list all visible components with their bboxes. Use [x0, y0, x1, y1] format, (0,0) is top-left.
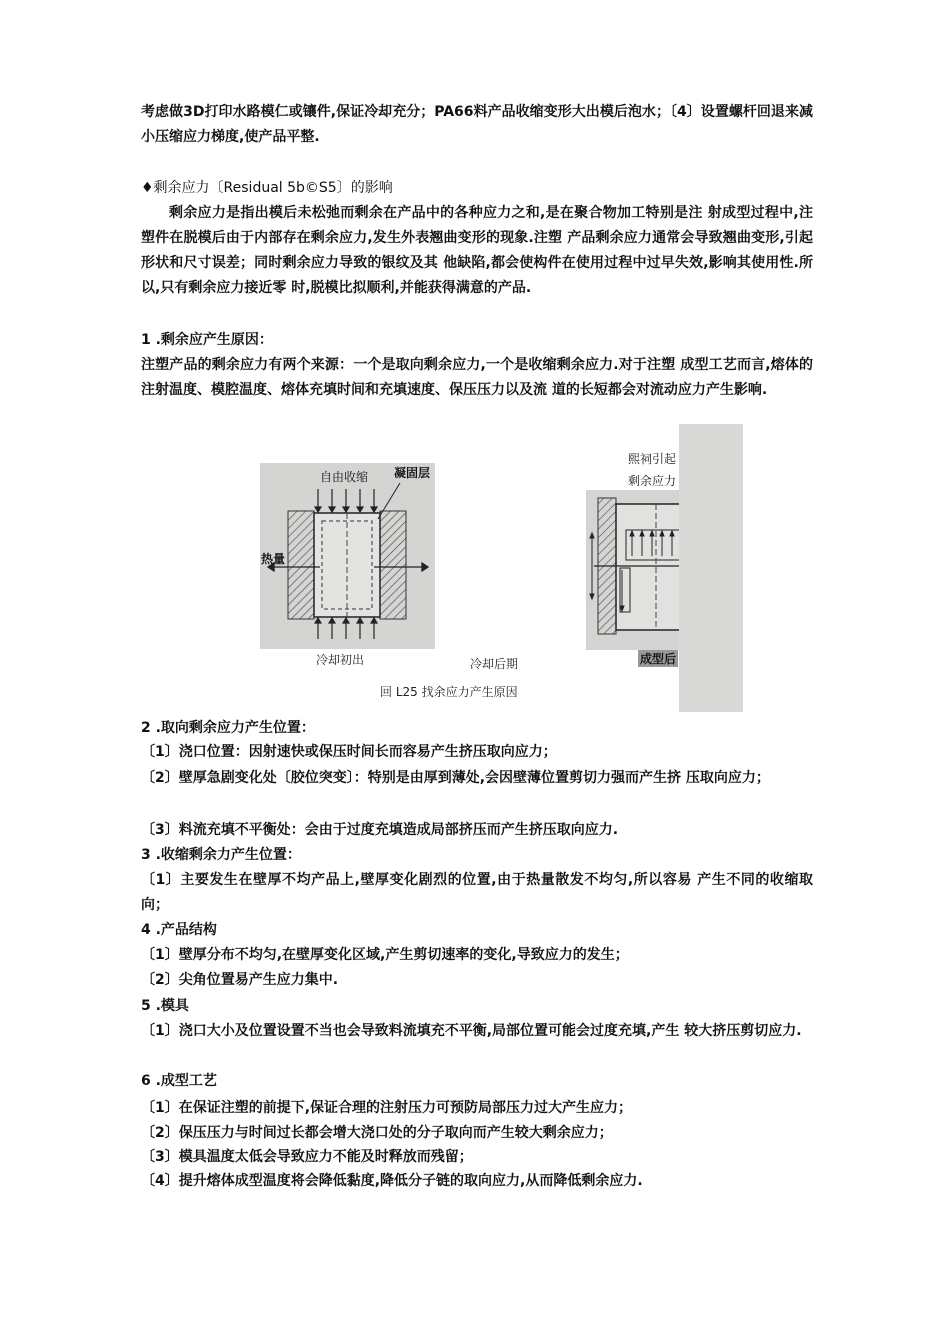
section-2-item-3: 〔3〕料流充填不平衡处：会由于过度充填造成局部挤压而产生挤压取向应力. [141, 822, 619, 838]
section-4-item-2: 〔2〕尖角位置易产生应力集中. [141, 972, 339, 988]
label-heat: 热量 [261, 552, 286, 566]
label-stress-cause-1: 熙祠引起 [628, 452, 677, 466]
label-after-molding: 成型后 [640, 652, 677, 666]
section-6-item-3: 〔3〕模具温度太低会导致应力不能及时释放而残留； [141, 1149, 473, 1165]
caption-early: 冷却初出 [316, 653, 365, 667]
label-free-shrink: 自由收缩 [320, 470, 369, 484]
section-4-title: 4 .产品结构 [141, 922, 217, 938]
label-stress-cause-2: 剩余应力 [628, 474, 677, 488]
caption-late: 冷却后期 [470, 657, 519, 671]
label-solid-layer: 凝固层 [394, 466, 431, 480]
section-5-title: 5 .模具 [141, 998, 189, 1014]
section-2-item-2: 〔2〕壁厚急剧变化处〔胶位突变〕：特别是由厚到薄处,会因壁薄位置剪切力强而产生挤 压取向应力； [141, 770, 770, 786]
figure-caption: 回 L25 找余应力产生原因 [380, 685, 518, 699]
cooling-early-diagram [260, 463, 435, 649]
section-2-title: 2 .取向剩余应力产生位置： [141, 720, 315, 736]
section-3-item-1: 〔1〕主要发生在壁厚不均产品上,壁厚变化剧烈的位置,由于热量散发不均匀,所以容易 产生不同的收缩取向； [141, 872, 813, 913]
intro-paragraph: 考虑做3D打印水路模仁或镶件,保证冷却充分；PA66料产品收缩变形大出模后泡水；〔4〕设置螺杆回退来减小压缩应力梯度,使产品平整. [141, 104, 813, 145]
section-4-item-1: 〔1〕壁厚分布不均匀,在壁厚变化区域,产生剪切速率的变化,导致应力的发生； [141, 947, 629, 963]
section-6-item-4: 〔4〕提升熔体成型温度将会降低黏度,降低分子链的取向应力,从而降低剩余应力. [141, 1173, 643, 1189]
heading-causes: 1 .剩余应产生原因： [141, 332, 273, 348]
definition-paragraph: 剩余应力是指出模后未松弛而剩余在产品中的各种应力之和,是在聚合物加工特别是注 射成型过程中,注塑件在脱模后由于内部存在剩余应力,发生外表翘曲变形的现象.注塑 产品剩余应力通常会导致翘曲变形,引起形状和尺寸误差；同时剩余应力导致的银纹及其 他缺陷,都会使构件在使用过程中过早失效,影响其使用性.所以,只有剩余应力接近零 时,脱模比拟顺利,并能获得满意的产品. [141, 205, 813, 296]
cooling-early-svg [260, 463, 435, 649]
section-5-item-1: 〔1〕浇口大小及位置设置不当也会导致料流填充不平衡,局部位置可能会过度充填,产生 较大挤压剪切应力. [141, 1023, 802, 1039]
section-title: ♦剩余应力〔Residual 5b©S5〕的影响 [141, 180, 393, 196]
section-3-title: 3 .收缩剩余力产生位置： [141, 847, 301, 863]
cooling-late-frame [586, 490, 716, 650]
section-2-item-1: 〔1〕浇口位置：因射速快或保压时间长而容易产生挤压取向应力； [141, 744, 557, 760]
section-6-title: 6 .成型工艺 [141, 1073, 217, 1089]
causes-paragraph: 注塑产品的剩余应力有两个来源：一个是取向剩余应力,一个是收缩剩余应力.对于注塑 成型工艺而言,熔体的注射温度、模腔温度、熔体充填时间和充填速度、保压压力以及流 道的长短都会对流动应力产生影响. [141, 357, 813, 398]
section-6-item-1: 〔1〕在保证注塑的前提下,保证合理的注射压力可预防局部压力过大产生应力； [141, 1100, 633, 1116]
section-6-item-2: 〔2〕保压压力与时间过长都会增大浇口处的分子取向而产生较大剩余应力； [141, 1125, 613, 1141]
